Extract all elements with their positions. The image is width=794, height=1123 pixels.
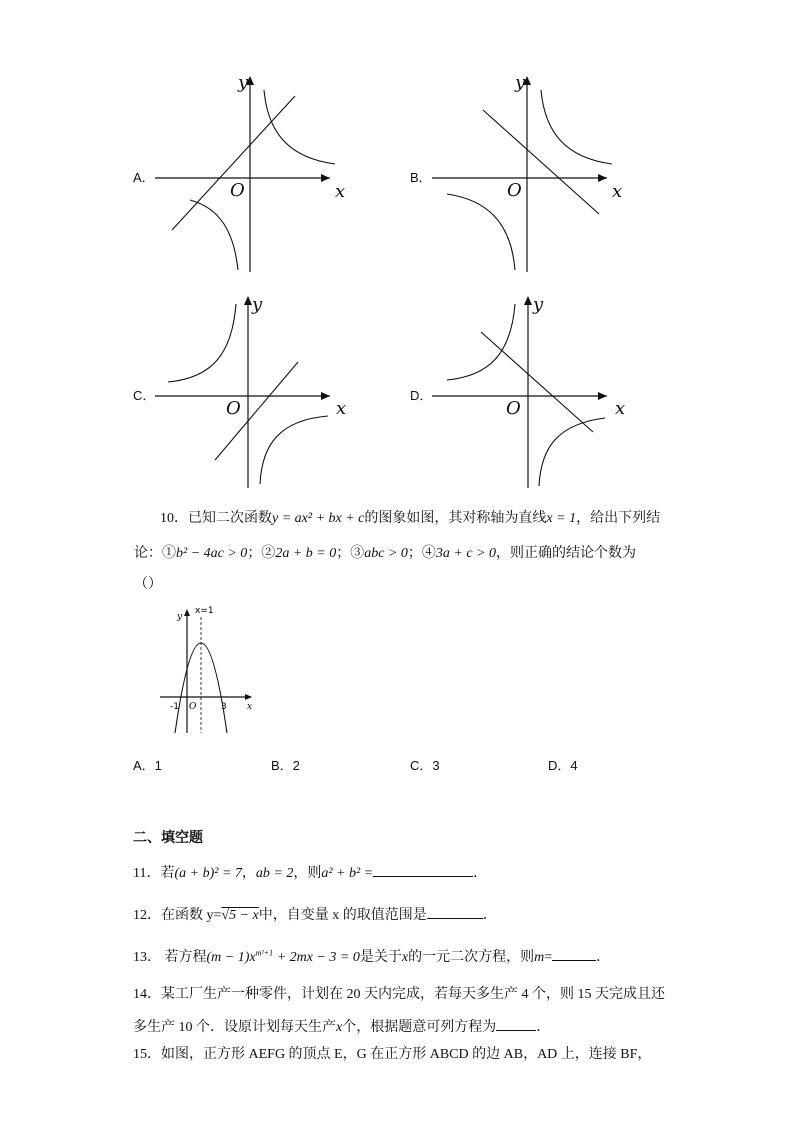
q14-line1 [133,988,665,1002]
q10-answer-b[interactable]: B．2 [271,758,300,773]
q12 [133,906,497,923]
origin-label: O [506,398,521,419]
hyperbola-branch-lower [260,416,328,484]
y-axis-label: y [238,72,249,93]
q12-number: 12． [133,908,161,923]
q12-answer-blank[interactable] [427,906,483,919]
y-axis-label: y [252,294,263,315]
q11-expr1: (a + b)² = 7 [174,866,242,881]
hyperbola-branch-upper [264,90,335,164]
hyperbola-branch-lower [190,200,238,270]
q11-end: ． [473,866,488,881]
q14-number: 14． [133,987,161,1002]
q12-sqrt-expr: √5 − x [221,908,259,923]
q13 [133,948,610,965]
q10-text-pre: 已知二次函数 [188,511,272,526]
q13-expr: (m − 1)x [206,950,256,965]
q14-text-pre: 多生产 10 个．设原计划每天生产 [133,1020,336,1035]
tick-3-label: 3 [221,702,227,712]
q13-pre: 若方程 [161,950,207,965]
q11-pre: 若 [160,866,175,881]
q14-text-line1: 某工厂生产一种零件，计划在 20 天内完成，若每天多生产 4 个，则 15 天完成且还 [161,987,665,1002]
q12-end: ． [482,908,497,923]
q10-function: y = ax² + bx + c [272,511,365,526]
q11-comma: ， [241,866,256,881]
q11-expr3: a² + b² = [321,866,374,881]
option-c-label[interactable]: C． [133,388,156,403]
q11-mid: ，则 [293,866,322,881]
q13-exponent: m²+1 [255,948,274,958]
origin-label: O [230,180,245,201]
linear-function-line [481,332,593,432]
linear-function-line [172,96,295,230]
q14-end: ． [536,1020,551,1035]
q14-line2 [133,1018,550,1035]
hyperbola-branch-upper [447,304,515,380]
q13-expr2: + 2mx − 3 = 0 [273,950,360,965]
q15-number: 15． [133,1047,161,1062]
x-axis-label: x [335,181,346,202]
q10-sep: ；② [247,546,276,561]
q15-text: 如图，正方形 AEFG 的顶点 E，G 在正方形 ABCD 的边 AB，AD 上，连接 BF， [161,1047,652,1062]
q10-parabola-graph [155,603,265,743]
origin-label: O [226,398,241,419]
tick-neg1-label: -1 [170,702,179,712]
graph-option-a [150,72,350,277]
q15 [133,1048,651,1062]
q14-var: x [336,1020,343,1035]
option-b-label[interactable]: B． [410,170,432,185]
x-axis-label: x [615,398,626,419]
hyperbola-branch-upper [541,90,612,164]
q13-mid: 是关于 [359,950,402,965]
hyperbola-branch-lower [447,194,515,270]
symmetry-axis-label: x=1 [195,606,214,616]
q10-question: ，则正确的结论个数为 [496,546,636,561]
option-a-label[interactable]: A． [133,170,155,185]
q10-text-post: ，给出下列结 [576,511,661,526]
q10-conclusion-4: 3a + c > 0 [435,546,496,561]
origin-label: O [507,180,522,201]
q10-sep: ；④ [407,546,436,561]
q11-expr2: ab = 2 [255,866,294,881]
section-title: 二、填空题 [133,830,203,846]
q13-number: 13． [133,950,161,965]
q10-text-mid: 的图象如图，其对称轴为直线 [364,511,547,526]
hyperbola-branch-lower [539,418,605,486]
origin-label: O [189,702,197,712]
y-axis-label: y [177,612,183,622]
q10-answer-d[interactable]: D．4 [548,758,578,773]
q10-answer-a[interactable]: A．1 [133,758,162,773]
q10-sep: ；③ [336,546,365,561]
x-axis-label: x [612,181,623,202]
q13-mid2: 的一元二次方程，则 [408,950,535,965]
q14-text-post: 个，根据题意可列方程为 [342,1020,497,1035]
q10-paren: （） [134,577,162,592]
linear-function-line [483,110,599,214]
q12-pre: 在函数 y= [161,908,222,923]
y-axis-label: y [515,72,526,93]
x-axis-label: x [247,702,253,712]
option-d-label[interactable]: D． [410,388,433,403]
q10-line1 [160,512,660,526]
q10-number: 10． [160,511,188,526]
q13-eq: = [544,950,553,965]
q11 [133,864,487,881]
q10-axis-equation: x = 1 [546,511,577,526]
q10-conclusion-3: abc > 0 [364,546,408,561]
q13-m: m [534,950,545,965]
q10-conclusion-2: 2a + b = 0 [275,546,337,561]
q10-conclusion-1: b² − 4ac > 0 [176,546,248,561]
q14-answer-blank[interactable] [496,1018,536,1031]
q10-answer-c[interactable]: C．3 [410,758,440,773]
q13-var: x [401,950,409,965]
graph-option-c [150,292,350,492]
q13-end: ． [596,950,611,965]
q13-answer-blank[interactable] [552,948,596,961]
q11-number: 11． [133,866,161,881]
hyperbola-branch-upper [168,304,236,382]
q11-answer-blank[interactable] [373,864,473,877]
q10-conclusion-prefix: 论：① [134,546,176,561]
graph-option-b [427,72,627,277]
q10-line2 [134,547,636,561]
y-axis-label: y [533,294,544,315]
x-axis-label: x [336,398,347,419]
q12-mid: 中，自变量 x 的取值范围是 [258,908,427,923]
graph-option-d [427,292,627,492]
